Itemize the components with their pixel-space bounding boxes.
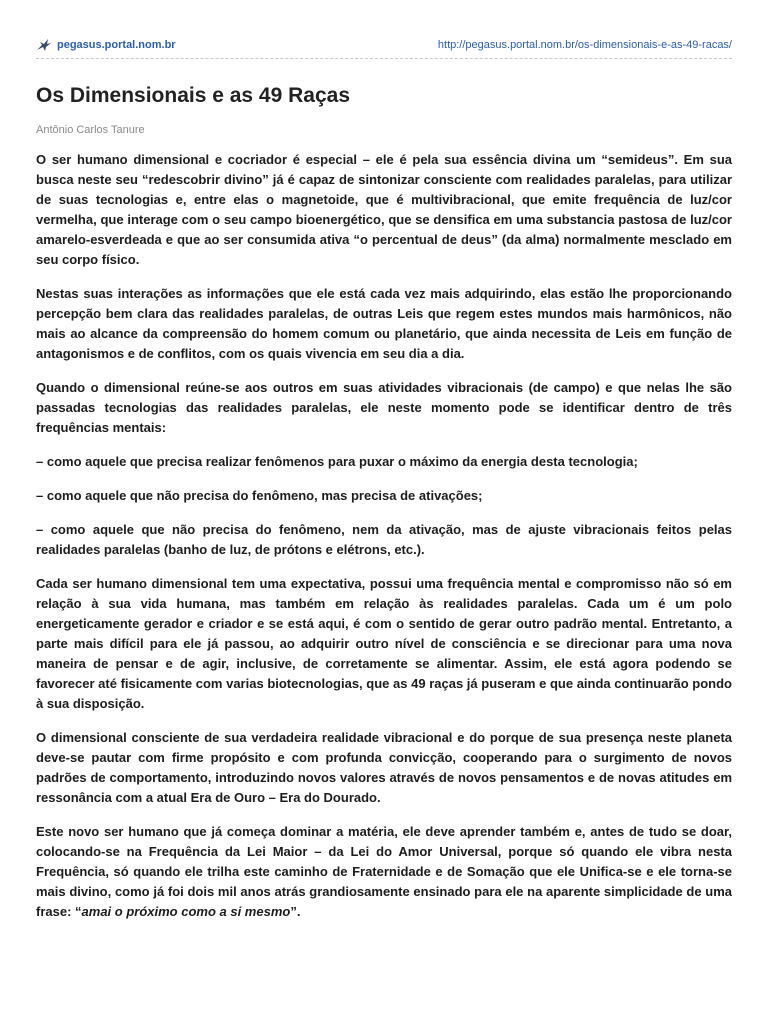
quote: amai o próximo como a si mesmo bbox=[81, 904, 291, 919]
quote-closing: ”. bbox=[290, 904, 301, 919]
list-item: – como aquele que precisa realizar fenômenos para puxar o máximo da energia desta tecnologia; bbox=[36, 454, 638, 469]
article-author: Antônio Carlos Tanure bbox=[36, 124, 145, 136]
site-name[interactable]: pegasus.portal.nom.br bbox=[57, 39, 176, 51]
paragraph-last-text: Este novo ser humano que já começa dominar a matéria, ele deve aprender também e, antes de tudo se doar, colocando-se na Frequência da Lei Maior – da Lei do Amor Universal, porque só quando ele vibra nesta Frequência, só quando ele trilha este caminho de Fraternidade e de Somação que ele Unifica-se e ele torna-se mais divino, como já foi dois mil anos atrás grandiosamente ensinado para ele na aparente simplicidade de uma frase: “ bbox=[36, 824, 732, 919]
pegasus-logo-icon bbox=[36, 38, 52, 52]
list-item: – como aquele que não precisa do fenômeno, mas precisa de ativações; bbox=[36, 488, 483, 503]
paragraph: Quando o dimensional reúne-se aos outros em suas atividades vibracionais (de campo) e que nelas lhe são passadas tecnologias das realidades paralelas, ele neste momento pode se identificar dentro de três frequências mentais: bbox=[36, 380, 732, 435]
list-item: – como aquele que não precisa do fenômeno, nem da ativação, mas de ajuste vibracionais feitos pelas realidades paralelas (banho de luz, de prótons e elétrons, etc.). bbox=[36, 522, 732, 557]
page-header bbox=[36, 36, 732, 54]
paragraph: O ser humano dimensional e cocriador é especial – ele é pela sua essência divina um “semideus”. Em sua busca neste seu “redescobrir divino” já é capaz de sintonizar consciente com realidades paralelas, para utilizar de suas tecnologias e, entre elas o magnetoide, que é multivibracional, que emite frequência de luz/cor vermelha, que interage com o seu campo bioenergético, que se densifica em uma substancia pastosa de luz/cor amarelo-esverdeada e que ao ser consumida ativa “o percentual de deus” (da alma) normalmente mesclado em seu corpo físico. bbox=[36, 152, 732, 267]
paragraph: O dimensional consciente de sua verdadeira realidade vibracional e do porque de sua presença neste planeta deve-se pautar com firme propósito e com profunda convicção, cooperando para o surgimento de novos padrões de comportamento, introduzindo novos valores através de novos pensamentos e de novas atitudes em ressonância com a atual Era de Ouro – Era do Dourado. bbox=[36, 730, 732, 805]
article-title: Os Dimensionais e as 49 Raças bbox=[36, 84, 351, 107]
header-divider bbox=[36, 58, 732, 59]
paragraph-last bbox=[36, 822, 732, 922]
site-link[interactable] bbox=[36, 38, 176, 52]
page-url-link[interactable]: http://pegasus.portal.nom.br/os-dimensionais-e-as-49-racas/ bbox=[437, 39, 732, 51]
paragraph: Nestas suas interações as informações que ele está cada vez mais adquirindo, elas estão lhe proporcionando percepção bem clara das realidades paralelas, de outras Leis que regem estes mundos mais harmônicos, não mais ao alcance da compreensão do homem comum ou planetário, que ainda necessita de Leis em função de antagonismos e de conflitos, com os quais vivencia em seu dia a dia. bbox=[36, 286, 732, 361]
article-body bbox=[36, 150, 732, 936]
paragraph: Cada ser humano dimensional tem uma expectativa, possui uma frequência mental e compromisso não só em relação à sua vida humana, mas também em relação às realidades paralelas. Cada um é um polo energeticamente gerador e criador e se está aqui, é com o sentido de gerar outro padrão mental. Entretanto, a parte mais difícil para ele já passou, ao adquirir outro nível de consciência e se direcionar para uma nova maneira de pensar e de agir, inclusive, de corretamente se alimentar. Assim, ele está agora podendo se favorecer até fisicamente com varias biotecnologias, que as 49 raças já puseram e que ainda continuarão pondo à sua disposição. bbox=[36, 576, 732, 711]
